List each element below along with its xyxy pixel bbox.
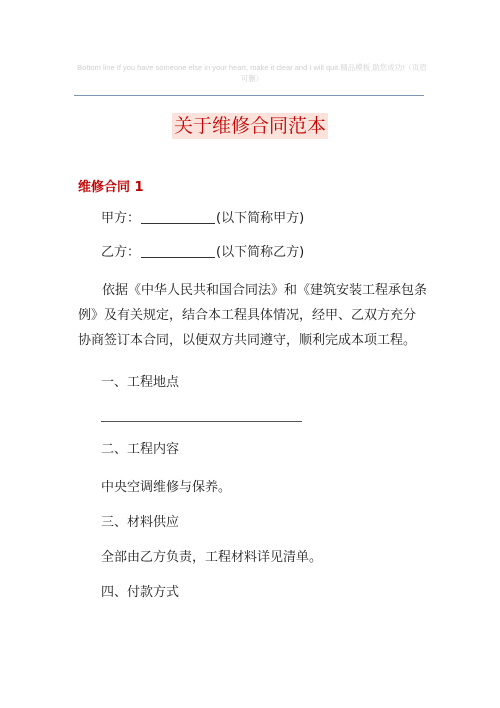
party-b-note: (以下简称乙方): [216, 245, 305, 260]
party-b-label: 乙方：: [101, 245, 141, 260]
item4-title: 四、付款方式: [101, 585, 180, 600]
location-blank-line: [101, 421, 302, 422]
party-b-blank: [141, 243, 215, 258]
document-title: [0, 113, 500, 139]
party-a-blank: [141, 209, 215, 224]
party-a-label: 甲方：: [101, 211, 141, 226]
intro-paragraph: 依据《中华人民共和国合同法》和《建筑安装工程承包条例》及有关规定，结合本工程具体情况，经甲、乙双方充分协商签订本合同，以便双方共同遵守，顺利完成本项工程。: [78, 283, 428, 348]
party-b-line: [101, 243, 304, 263]
item2-title: 二、工程内容: [101, 442, 180, 457]
item2-text: 中央空调维修与保养。: [101, 480, 232, 495]
section-heading: 维修合同 1: [78, 180, 144, 195]
item1-title: 一、工程地点: [101, 375, 180, 390]
party-a-line: [101, 209, 304, 229]
header-divider: [74, 95, 424, 96]
item3-text: 全部由乙方负责，工程材料详见清单。: [101, 550, 323, 565]
page-header-note: Bottom line If you have someone else in your heart, make it clear and I will quit.精品模板 助您成功!（页眉可删）: [77, 63, 427, 83]
party-a-note: (以下简称甲方): [216, 211, 305, 226]
item3-title: 三、材料供应: [101, 515, 180, 530]
document-title-text: 关于维修合同范本: [173, 115, 326, 137]
